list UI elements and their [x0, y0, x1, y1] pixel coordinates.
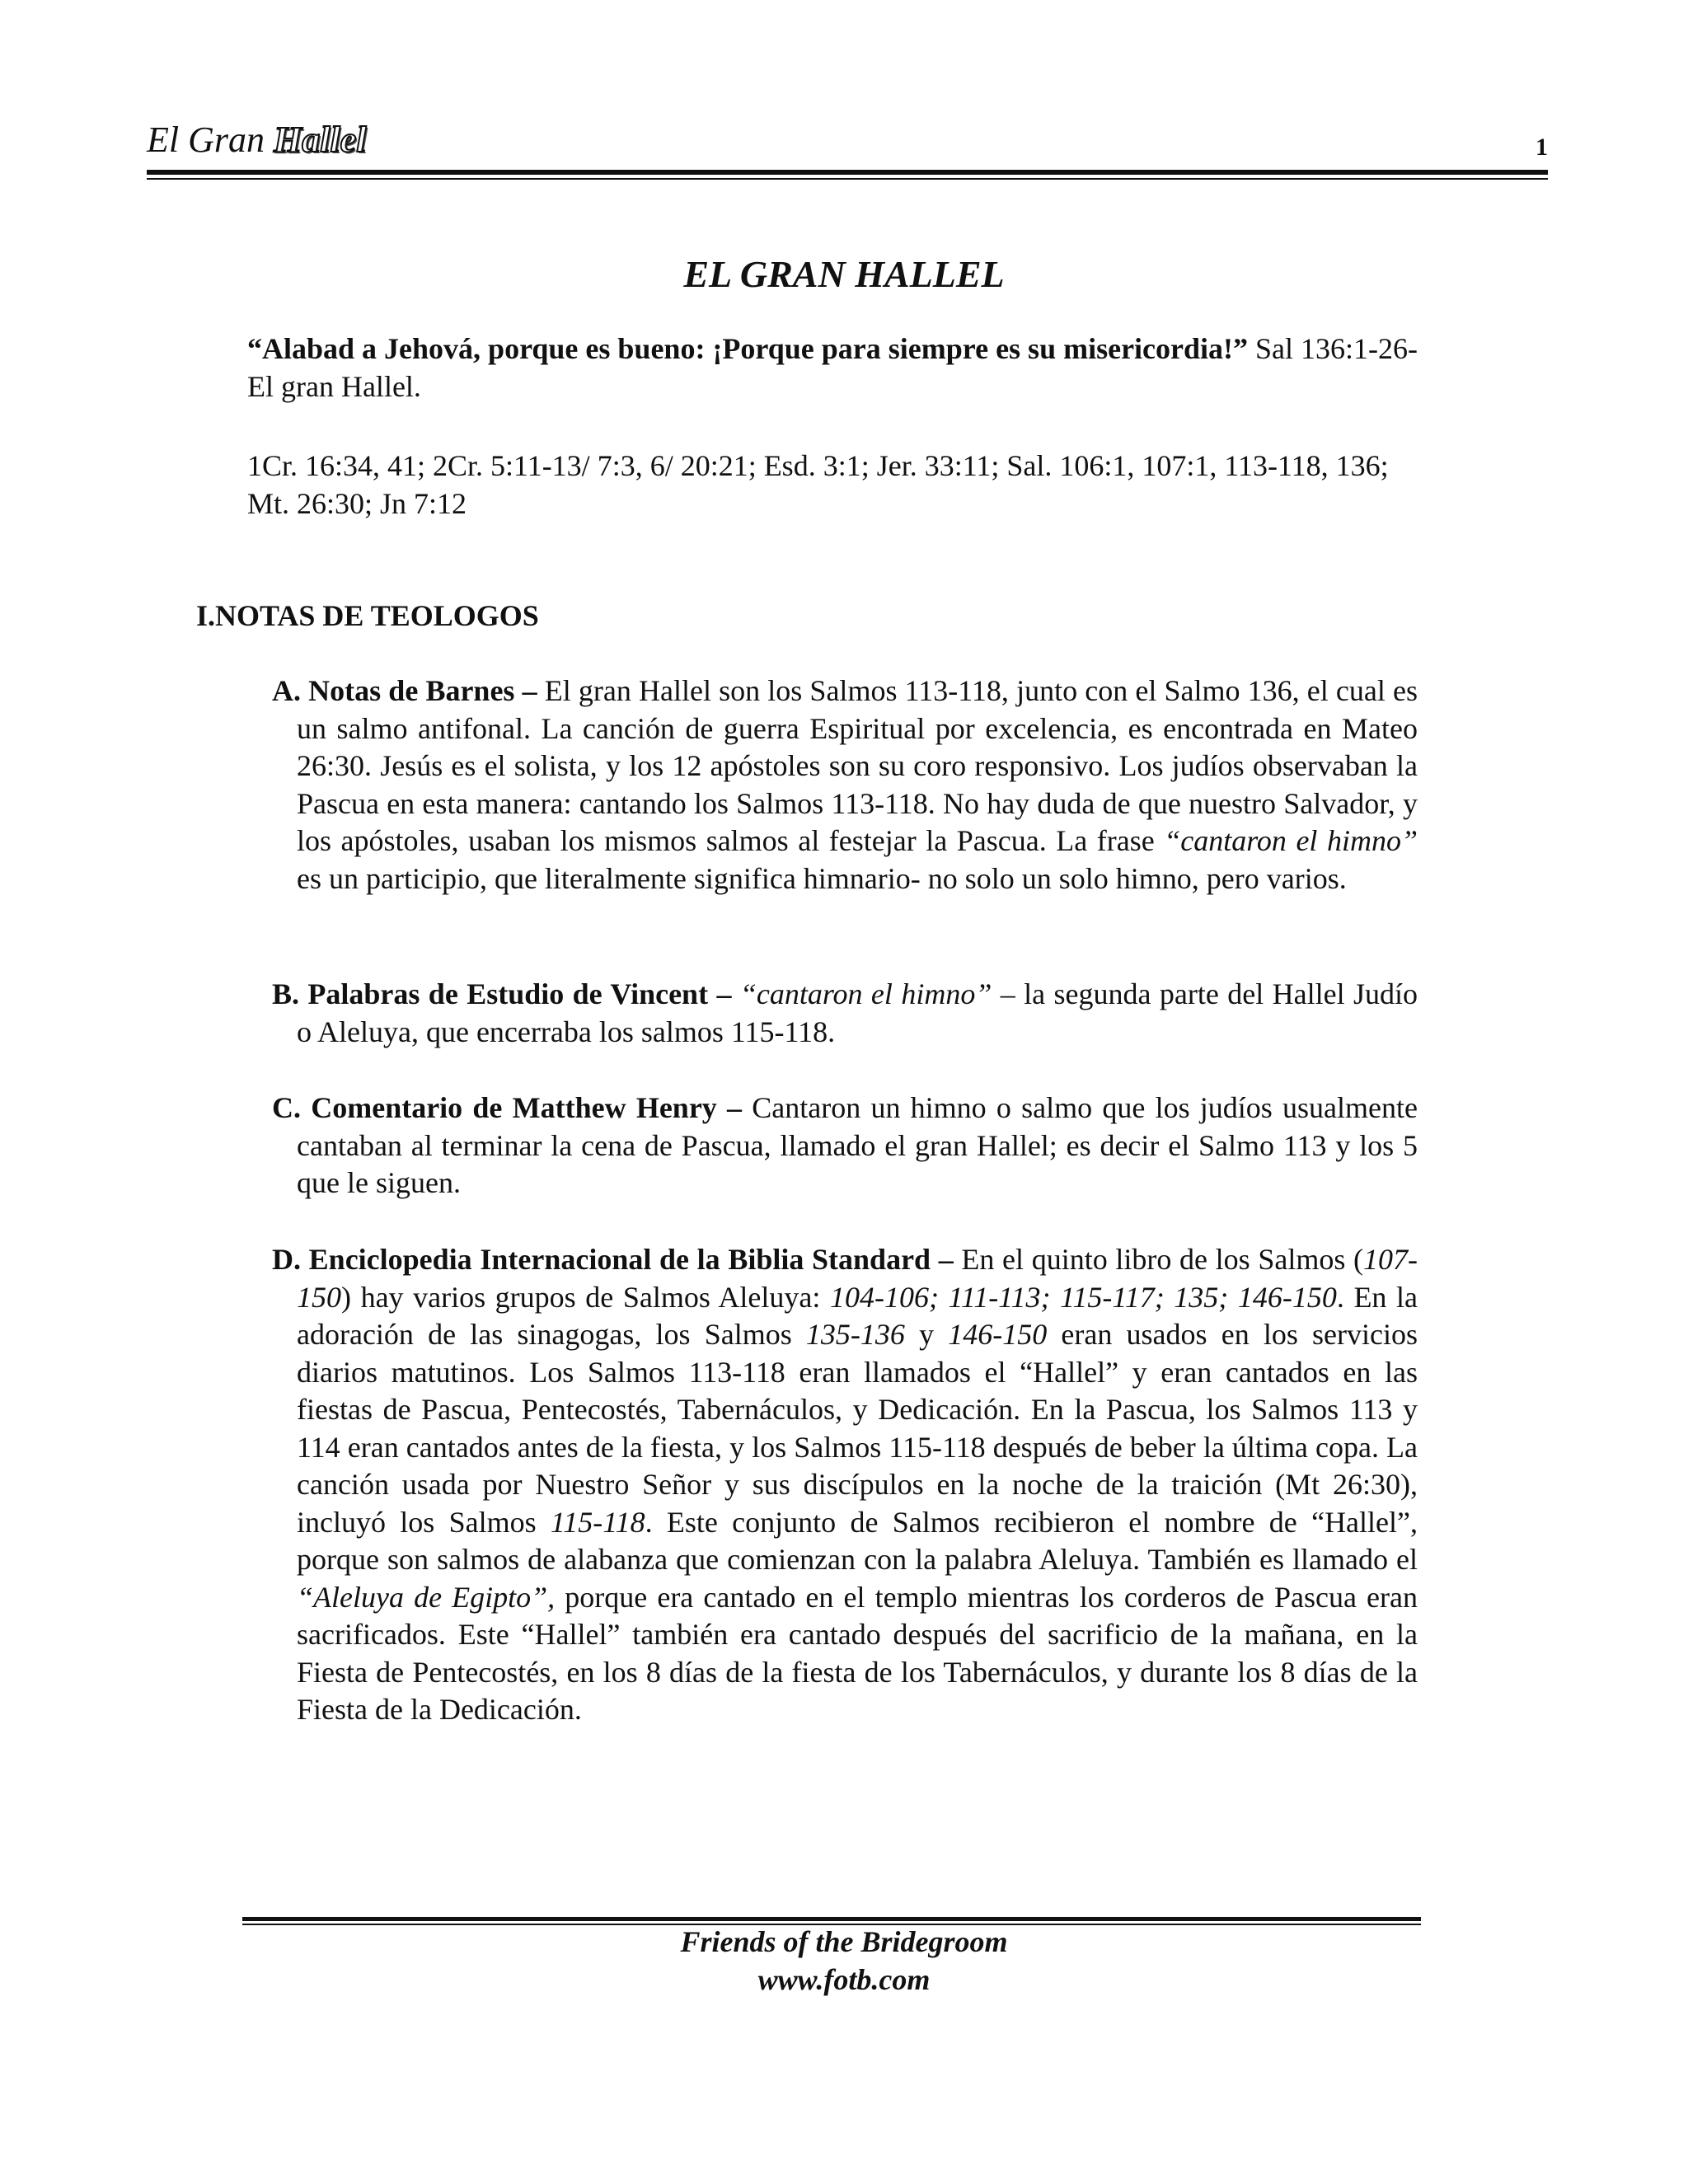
entry-text: – la segunda parte del Hallel Judío o Aleluya, que encerraba los salmos 115-118.	[297, 977, 1418, 1048]
footer-rule-thick	[242, 1917, 1421, 1921]
entry-text: . Este conjunto de Salmos recibieron el nombre de “Hallel”, porque son salmos de alabanza que comienzan con la palabra Aleluya. También es llamado el	[297, 1505, 1418, 1576]
section-heading	[196, 597, 539, 635]
entry-italic-text: 146-150	[948, 1318, 1048, 1351]
cross-references: 1Cr. 16:34, 41; 2Cr. 5:11-13/ 7:3, 6/ 20:21; Esd. 3:1; Jer. 33:11; Sal. 106:1, 107:1, 113-118, 136; Mt. 26:30; Jn 7:12	[247, 449, 1389, 520]
footer-website: www.fotb.com	[757, 1963, 931, 1996]
entry-text: En el quinto libro de los Salmos (	[961, 1243, 1363, 1276]
verse-reference: Sal 136:1-26- El gran Hallel.	[247, 332, 1418, 403]
header-rule-thin	[147, 178, 1548, 180]
entry-text: El gran Hallel son los Salmos 113-118, junto con el Salmo 136, el cual es un salmo antifonal. La canción de guerra Espiritual por excelencia, es encontrada en Mateo 26:30. Jesús es el solista, y los 12 apóstoles son su coro responsivo. Los judíos observaban la Pascua en esta manera: cantando los Salmos 113-118. No hay duda de que nuestro Salvador, y los apóstoles, usaban los mismos salmos al festejar la Pascua. La frase	[297, 674, 1418, 857]
entry-label: C. Comentario de Matthew Henry –	[272, 1091, 753, 1124]
entry-italic-text: “cantaron el himno”	[739, 977, 992, 1010]
entry-italic-text: 135-136	[805, 1318, 905, 1351]
entry-matthew-henry	[272, 1090, 1418, 1202]
entry-text: eran usados en los servicios diarios matutinos. Los Salmos 113-118 eran llamados el “Hallel” y eran cantados en las fiestas de Pascua, Pentecostés, Tabernáculos, y Dedicación. En la Pascua, los Salmos 113 y 114 eran cantados antes de la fiesta, y los Salmos 115-118 después de beber la última copa. La canción usada por Nuestro Señor y sus discípulos en la noche de la traición (Mt 26:30), incluyó los Salmos	[297, 1318, 1418, 1539]
entry-text: . En la adoración de las sinagogas, los Salmos	[297, 1280, 1418, 1351]
entry-isbe	[272, 1241, 1418, 1729]
entry-italic-text: 104-106; 111-113; 115-117; 135; 146-150	[829, 1280, 1337, 1314]
section-title: NOTAS DE TEOLOGOS	[215, 599, 539, 632]
entry-vincent	[272, 976, 1418, 1051]
entry-label: B. Palabras de Estudio de Vincent –	[272, 977, 740, 1010]
entry-label: A. Notas de Barnes –	[272, 674, 545, 707]
entry-barnes	[272, 673, 1418, 898]
header-title-prefix: El Gran	[147, 120, 274, 160]
page-number: 1	[1536, 134, 1548, 161]
entry-text: y	[904, 1318, 949, 1351]
verse-block	[247, 330, 1423, 405]
page-header	[147, 122, 1548, 171]
footer-organization: Friends of the Bridegroom	[680, 1925, 1008, 1958]
entry-label: D. Enciclopedia Internacional de la Biblia Standard –	[272, 1243, 962, 1276]
header-title-emphasis: Hallel	[274, 120, 367, 160]
verse-quote: “Alabad a Jehová, porque es bueno: ¡Porque para siempre es su misericordia!”	[247, 332, 1249, 365]
entry-italic-text: 107-150	[297, 1243, 1418, 1314]
header-rule-thick	[147, 170, 1548, 175]
entry-italic-text: 115-118	[550, 1505, 645, 1539]
entry-text: Cantaron un himno o salmo que los judíos usualmente cantaban al terminar la cena de Pascua, llamado el gran Hallel; es decir el Salmo 113 y los 5 que le siguen.	[297, 1091, 1418, 1199]
header-title	[147, 122, 366, 158]
document-title: EL GRAN HALLEL	[683, 253, 1005, 295]
entry-text: porque era cantado en el templo mientras los corderos de Pascua eran sacrificados. Este “Hallel” también era cantado después del sacrificio de la mañana, en la Fiesta de Pentecostés, en los 8 días de la fiesta de los Tabernáculos, y durante los 8 días de la Fiesta de la Dedicación.	[297, 1580, 1418, 1726]
entry-italic-text: “cantaron el himno”	[1164, 824, 1418, 857]
entry-text: es un participio, que literalmente significa himnario- no solo un solo himno, pero varios.	[297, 861, 1347, 895]
section-number: I.	[196, 599, 216, 632]
entry-italic-text: “Aleluya de Egipto”,	[297, 1580, 556, 1614]
entry-text: ) hay varios grupos de Salmos Aleluya:	[341, 1280, 830, 1314]
